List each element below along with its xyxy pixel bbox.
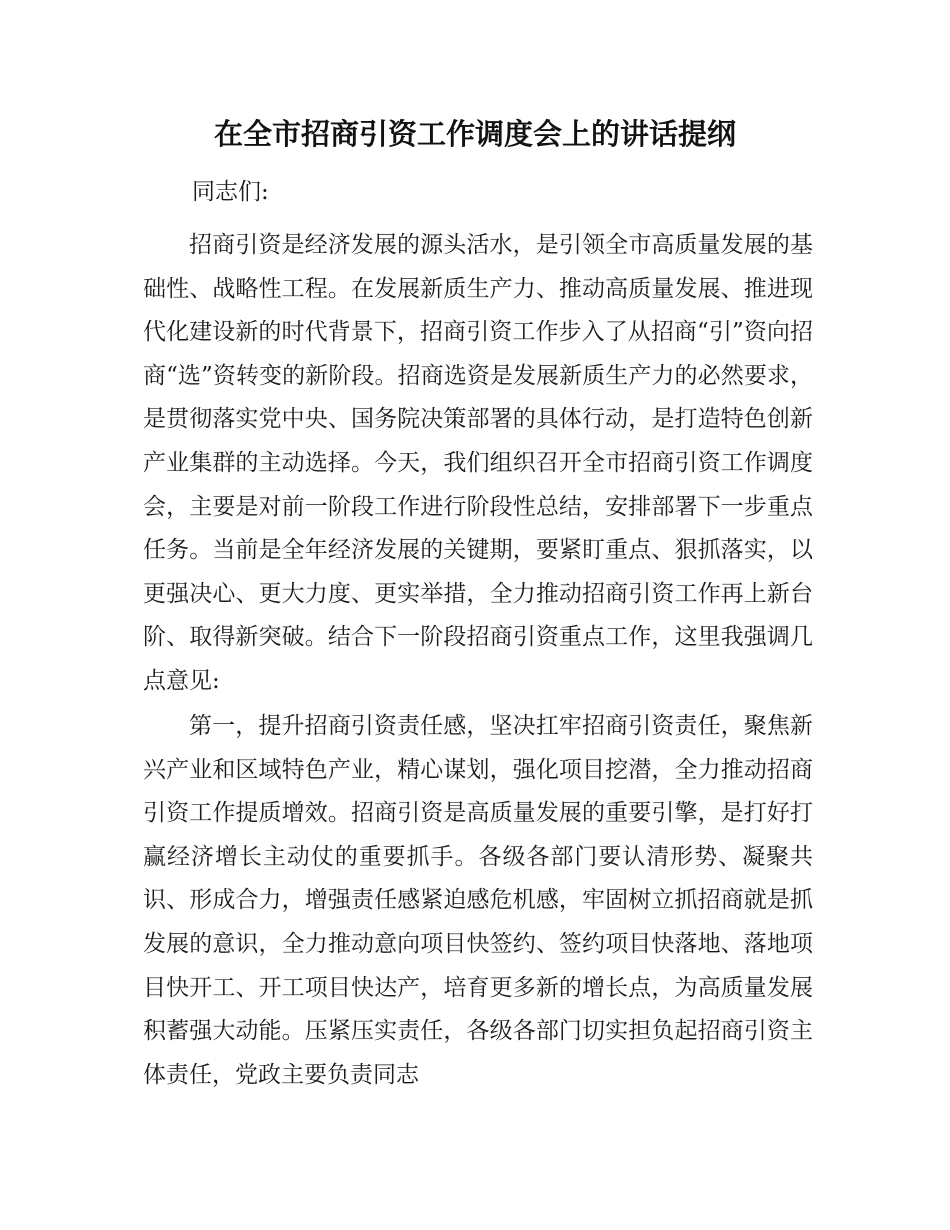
- paragraph-first-point: 第一，提升招商引资责任感，坚决扛牢招商引资责任，聚焦新兴产业和区域特色产业，精心谋划，强化项目挖潜，全力推动招商引资工作提质增效。招商引资是高质量发展的重要引擎，是打好打赢经济增长主动仗的重要抓手。各级各部门要认清形势、凝聚共识、形成合力，增强责任感紧迫感危机感，牢固树立抓招商就是抓发展的意识，全力推动意向项目快签约、签约项目快落地、落地项目快开工、开工项目快达产，培育更多新的增长点，为高质量发展积蓄强大动能。压紧压实责任，各级各部门切实担负起招商引资主体责任，党政主要负责同志: [143, 713, 813, 1088]
- document-title: 在全市招商引资工作调度会上的讲话提纲: [213, 117, 736, 151]
- salutation: 同志们:: [192, 179, 269, 205]
- paragraph-intro: 招商引资是经济发展的源头活水，是引领全市高质量发展的基础性、战略性工程。在发展新质生产力、推动高质量发展、推进现代化建设新的时代背景下，招商引资工作步入了从招商“引”资向招商“选”资转变的新阶段。招商选资是发展新质生产力的必然要求，是贯彻落实党中央、国务院决策部署的具体行动，是打造特色创新产业集群的主动选择。今天，我们组织召开全市招商引资工作调度会，主要是对前一阶段工作进行阶段性总结，安排部署下一步重点任务。当前是全年经济发展的关键期，要紧盯重点、狠抓落实，以更强决心、更大力度、更实举措，全力推动招商引资工作再上新台阶、取得新突破。结合下一阶段招商引资重点工作，这里我强调几点意见:: [143, 232, 813, 694]
